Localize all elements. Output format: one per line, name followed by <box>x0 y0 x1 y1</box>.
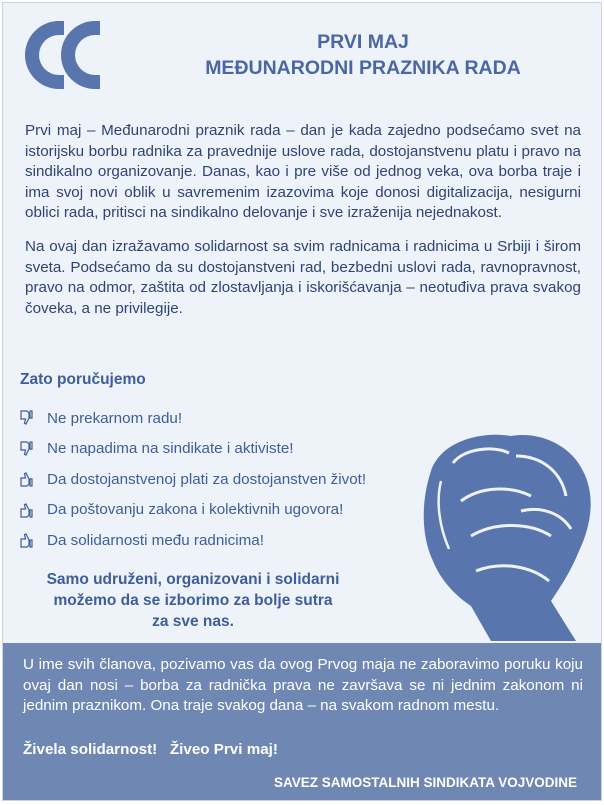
slogan-line-2: možemo da se izborimo za bolje sutra <box>53 592 333 609</box>
title-line-1: PRVI MAJ <box>317 31 409 53</box>
demand-item <box>19 495 366 526</box>
union-logo <box>21 17 113 93</box>
footer-band <box>3 643 601 801</box>
slogan-line-1: Samo udruženi, organizovani i solidarni <box>46 571 340 588</box>
demand-item <box>19 525 366 556</box>
organization-name: SAVEZ SAMOSTALNIH SINDIKATA VOJVODINE <box>273 775 577 790</box>
thumbs-up-icon <box>19 502 33 518</box>
cheer-may-day: Živeo Prvi maj! <box>169 741 278 758</box>
demand-text: Da solidarnosti među radnicima! <box>47 531 264 549</box>
demands-title: Zato poručujemo <box>20 371 146 388</box>
demand-text: Ne napadima na sindikate i aktiviste! <box>47 440 294 458</box>
thumbs-up-icon <box>19 471 33 487</box>
demands-list <box>19 403 366 556</box>
raised-fist-icon <box>401 401 601 641</box>
intro-text <box>25 121 581 332</box>
flyer-page <box>2 2 602 801</box>
slogan <box>33 569 353 632</box>
demand-item <box>19 434 366 465</box>
thumbs-down-icon <box>19 441 33 457</box>
cheers <box>23 741 278 758</box>
footer-text: U ime svih članova, pozivamo vas da ovog Prvog maja ne zaboravimo poruku koju ovaj dan nosi – borba za radnička prava ne završava se ni jednim zakonom ni jednim praznikom. Ona traje svakog dana – na svakom radnom mestu. <box>23 656 583 714</box>
title-line-2: MEĐUNARODNI PRAZNIKA RADA <box>205 57 521 79</box>
slogan-line-3: za sve nas. <box>152 613 234 630</box>
demand-text: Da dostojanstvenoj plati za dostojanstven život! <box>47 470 367 488</box>
demand-text: Da poštovanju zakona i kolektivnih ugovora! <box>47 501 344 519</box>
intro-paragraph-2: Na ovaj dan izražavamo solidarnost sa svim radnicama i radnicima u Srbiji i širom sveta. Podsećamo da su dostojanstveni rad, bezbedni uslovi rada, ravnopravnost, pravo na odmor, zaštita od zlostavljanja i iskorišćavanja – neotuđiva prava svakog čoveka, a ne privilegije. <box>25 237 581 317</box>
demand-item <box>19 403 366 434</box>
cheer-solidarity: Živela solidarnost! <box>23 741 158 758</box>
intro-paragraph-1: Prvi maj – Međunarodni praznik rada – dan je kada zajedno podsećamo svet na istorijsku borbu radnika za pravednije uslove rada, dostojanstvenu platu i pravo na sindikalno organizovanje. Danas, kao i pre više od jednog veka, ova borba traje i ima svoj novi oblik u savremenim izazovima koje donosi digitalizacija, nesigurni oblici rada, pritisci na sindikalno delovanje i sve izraženija nejednakost. <box>25 122 581 222</box>
demand-item <box>19 464 366 495</box>
thumbs-down-icon <box>19 410 33 426</box>
thumbs-up-icon <box>19 532 33 548</box>
demand-text: Ne prekarnom radu! <box>47 409 183 427</box>
page-title <box>143 29 583 81</box>
